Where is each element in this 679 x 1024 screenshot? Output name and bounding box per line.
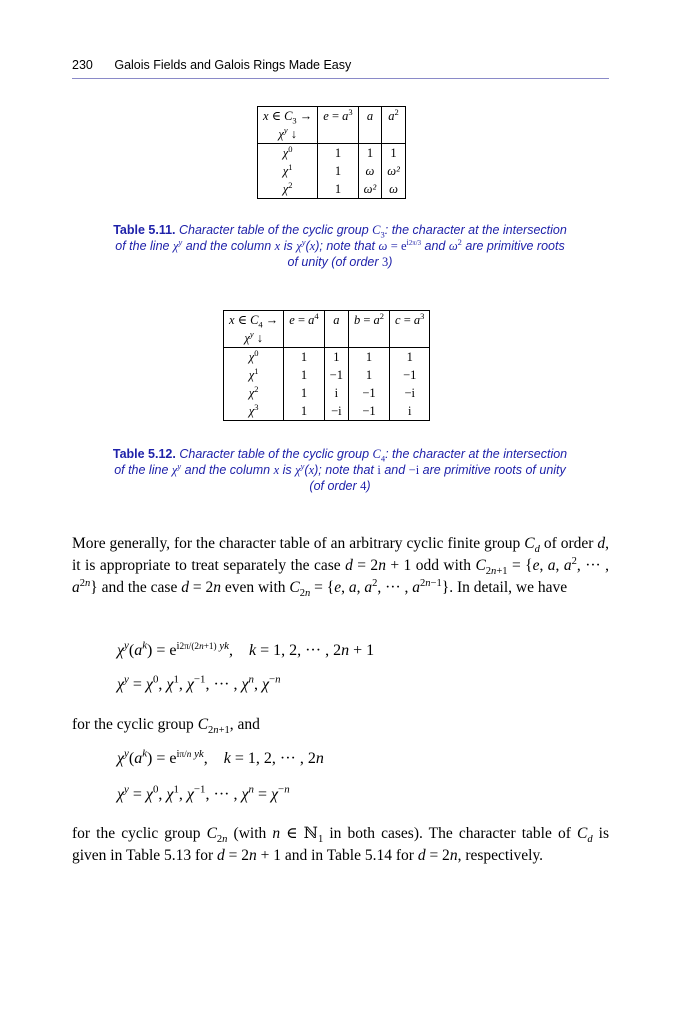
table-cell: −1 <box>403 367 417 382</box>
row-label: $\chi^3$ <box>224 402 284 421</box>
table-cell: 1 <box>284 384 324 402</box>
table-row <box>224 402 430 421</box>
table-corner-bottom: $\chi^y$ ↓ <box>224 329 284 348</box>
table-cell: −1 <box>348 402 389 421</box>
running-head <box>72 58 609 72</box>
table-corner-bottom: $\chi^y$ ↓ <box>258 125 318 144</box>
table-cell: 1 <box>318 144 358 163</box>
book-title: Galois Fields and Galois Rings Made Easy <box>114 58 352 72</box>
table-corner-top: x ∈ $C_4$ → <box>224 311 284 330</box>
body-paragraph: for the cyclic group $C_{2n+1}$, and <box>72 716 260 737</box>
caption-text: Character table of the cyclic group $C_3$: the character at the intersection of the line $\chi^y$ and the column x is $\chi^y(x)$; note that $\omega = e^{i2\pi/3}$ and $\omega^2$ are primitive roots of unity (of order 3) <box>115 223 567 269</box>
caption-text: Character table of the cyclic group $C_4$: the character at the intersection of the line $\chi^y$ and the column x is $\chi^y(x)$; note that i and −i are primitive roots of unity (of order 4) <box>114 447 568 493</box>
caption-label: Table 5.11. <box>113 223 176 237</box>
table-cell: 1 <box>284 366 324 384</box>
table-caption <box>110 222 570 270</box>
table-cell: 1 <box>406 349 413 364</box>
character-table-c4 <box>223 310 430 421</box>
column-header: $b = a^2$ <box>348 311 389 330</box>
table-cell: −i <box>404 385 415 400</box>
table-cell: 1 <box>318 162 358 180</box>
body-paragraph: for the cyclic group $C_{2n}$ (with n ∈ ℕ$_1$ in both cases). The character table of $C_d$ is given in Table 5.13 for d = 2n + 1 and in Table 5.14 for d = 2n, respectively. <box>72 825 610 864</box>
caption-label: Table 5.12. <box>112 447 176 461</box>
table-cell: −i <box>324 402 348 421</box>
table-cell: −1 <box>324 366 348 384</box>
equation: $\chi^y(a^k) = e^{i\pi/n yk}$, k = 1, 2, ··· , 2n <box>117 747 324 767</box>
row-label: $\chi^1$ <box>224 366 284 384</box>
table-cell: ω <box>389 181 398 196</box>
table-row <box>224 366 430 384</box>
row-label: $\chi^0$ <box>258 144 318 163</box>
header-rule <box>72 78 609 79</box>
equation: $\chi^y(a^k) = e^{i2\pi/(2n+1) yk}$, k = 1, 2, ··· , 2n + 1 <box>117 639 375 659</box>
column-header: a <box>358 107 382 126</box>
column-header: $c = a^3$ <box>395 310 425 327</box>
row-label: $\chi^2$ <box>224 384 284 402</box>
column-header: $a^2$ <box>388 106 399 123</box>
table-cell: 1 <box>348 366 389 384</box>
column-header: $e = a^3$ <box>318 107 358 126</box>
table-cell: 1 <box>348 348 389 367</box>
table-row <box>258 180 406 199</box>
page-number: 230 <box>72 58 93 72</box>
table-cell: ω <box>358 162 382 180</box>
table-cell: 1 <box>324 348 348 367</box>
table-cell: 1 <box>318 180 358 199</box>
table-corner-top: x ∈ $C_3$ → <box>258 107 318 126</box>
column-header: a <box>324 311 348 330</box>
equation: $\chi^y = \chi^0$, $\chi^1$, $\chi^{-1}$, ··· , $\chi^n = \chi^{-n}$ <box>117 783 290 803</box>
table-cell: 1 <box>284 348 324 367</box>
table-row <box>224 384 430 402</box>
table-caption <box>110 446 570 494</box>
character-table-c3 <box>257 106 406 199</box>
equation: $\chi^y = \chi^0$, $\chi^1$, $\chi^{-1}$, ··· , $\chi^n$, $\chi^{-n}$ <box>117 673 281 693</box>
body-paragraph: More generally, for the character table of an arbitrary cyclic finite group $C_d$ of order d, it is appropriate to treat separately the case d = 2n + 1 odd with $C_{2n+1} = \{e$, a, $a^2$, ··· , $a^{2n}$} and the case d = 2n even with $C_{2n} = \{e$, a, $a^2$, ··· , $a^{2n-1}$}. In detail, we have <box>72 535 609 600</box>
table-cell: ω² <box>358 180 382 199</box>
table-cell: 1 <box>358 144 382 163</box>
column-header: $e = a^4$ <box>284 311 324 330</box>
table-cell: ω² <box>387 163 400 178</box>
row-label: $\chi^1$ <box>258 162 318 180</box>
table-cell: 1 <box>284 402 324 421</box>
table-row <box>224 348 430 367</box>
row-label: $\chi^2$ <box>258 180 318 199</box>
table-row <box>258 144 406 163</box>
table-cell: i <box>324 384 348 402</box>
table-row <box>258 162 406 180</box>
row-label: $\chi^0$ <box>224 348 284 367</box>
table-cell: i <box>407 403 412 418</box>
table-cell: −1 <box>348 384 389 402</box>
table-cell: 1 <box>390 145 397 160</box>
